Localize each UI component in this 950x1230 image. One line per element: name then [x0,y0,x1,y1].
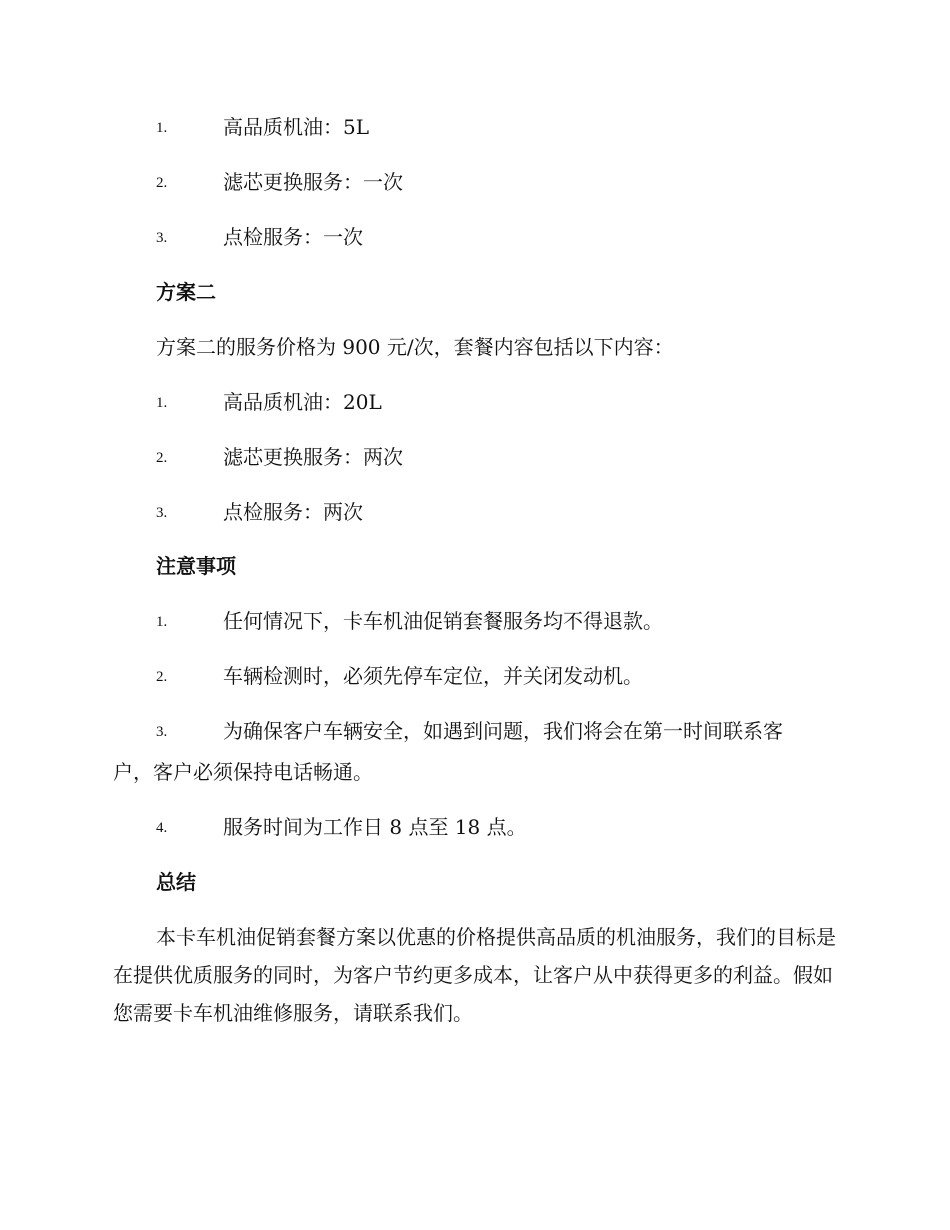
section-heading-plan2: 方案二 [156,280,216,304]
list-text: 滤芯更换服务：两次 [223,445,403,469]
list-text: 点检服务：一次 [223,225,363,249]
list-text: 为确保客户车辆安全，如遇到问题，我们将会在第一时间联系客 [223,719,783,743]
list-text: 高品质机油：20L [223,390,382,414]
list-number: 3. [156,505,168,521]
list-number: 4. [156,820,168,836]
list-text: 点检服务：两次 [223,500,363,524]
list-number: 3. [156,724,168,740]
list-text: 车辆检测时，必须先停车定位，并关闭发动机。 [223,664,643,688]
list-number: 2. [156,175,168,191]
list-text: 服务时间为工作日 8 点至 18 点。 [223,815,527,839]
list-number: 2. [156,450,168,466]
list-number: 2. [156,669,168,685]
list-number: 1. [156,614,168,630]
section-heading-summary: 总结 [156,870,196,894]
list-number: 1. [156,395,168,411]
plan2-intro: 方案二的服务价格为 900 元/次，套餐内容包括以下内容： [156,335,674,359]
summary-paragraph: 本卡车机油促销套餐方案以优惠的价格提供高品质的机油服务，我们的目标是在提供优质服务的同时，为客户节约更多成本，让客户从中获得更多的利益。假如您需要卡车机油维修服务，请联系我们。 [113,925,836,1025]
list-text: 任何情况下，卡车机油促销套餐服务均不得退款。 [223,609,663,633]
list-text: 滤芯更换服务：一次 [223,170,403,194]
section-heading-notes: 注意事项 [156,554,236,578]
list-number: 1. [156,120,168,136]
list-number: 3. [156,230,168,246]
list-text: 高品质机油：5L [223,115,370,139]
list-item-continuation: 户，客户必须保持电话畅通。 [113,760,373,784]
